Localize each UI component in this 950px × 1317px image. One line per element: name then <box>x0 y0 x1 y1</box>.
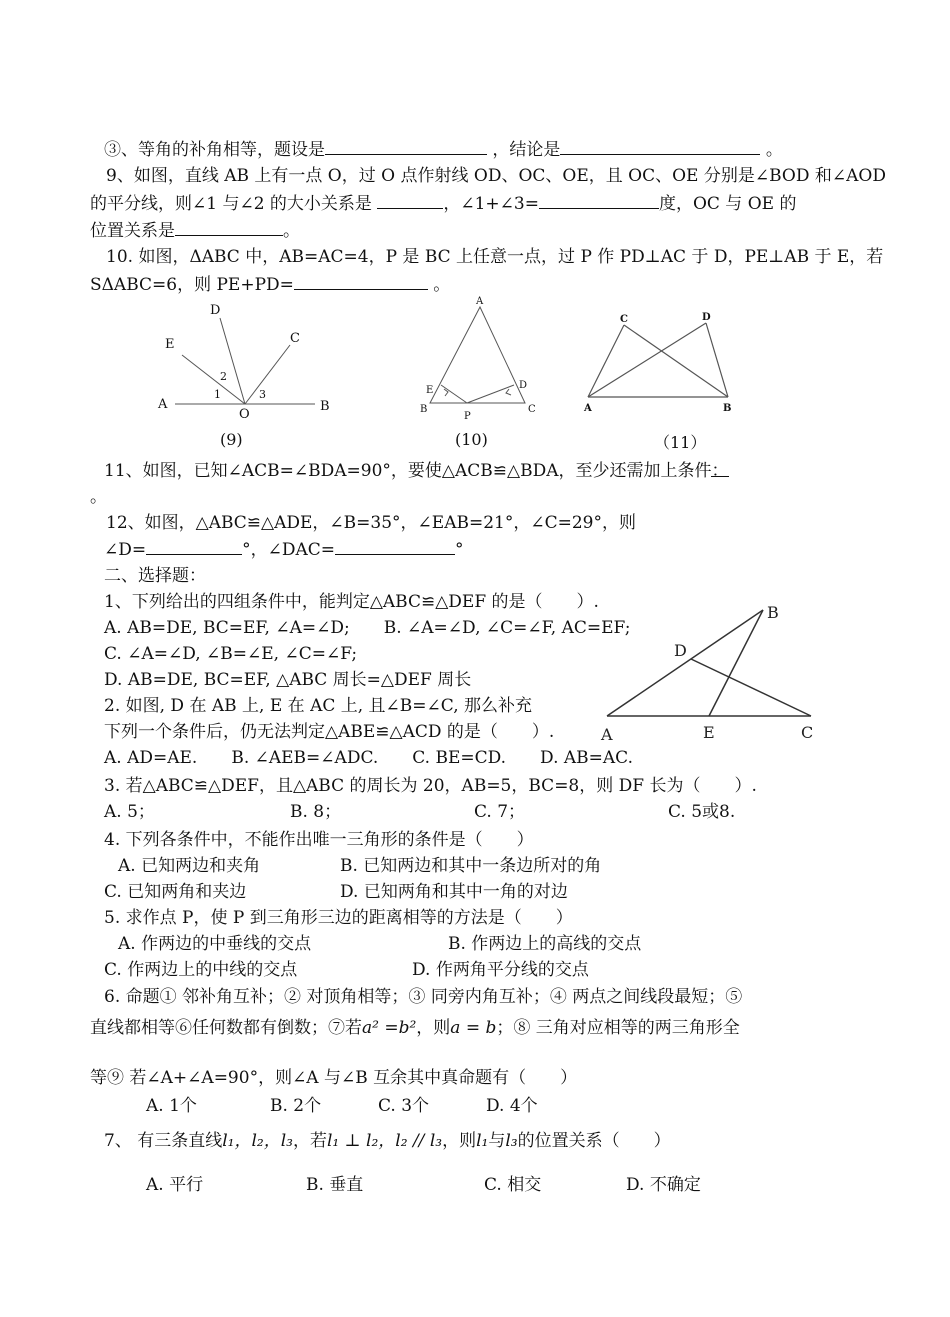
mc-q7-opts <box>146 1174 701 1196</box>
perp-parallel: l₁ ⊥ l₂，l₂ // l₃ <box>327 1131 443 1151</box>
label-A: A <box>584 403 592 414</box>
line-q12: 12、如图，△ABC≌△ADE，∠B=35°，∠EAB=21°，∠C=29°，则 <box>106 513 636 533</box>
section-title: 二、选择题： <box>104 566 206 586</box>
opt-b: B. 2个 <box>270 1096 322 1116</box>
text: 位置关系是 <box>90 221 175 241</box>
mc-q5-cd <box>104 959 589 981</box>
opt-d: C. 5或8. <box>668 802 736 822</box>
opt-d: D. 作两角平分线的交点 <box>412 960 589 980</box>
text: ，则 <box>442 1131 477 1151</box>
mc-q3: 3. 若△ABC≌△DEF，且△ABC 的周长为 20，AB=5，BC=8，则 DF 长为（ ）. <box>104 776 757 796</box>
opt-b: B. 垂直 <box>306 1175 364 1195</box>
opt-b: B. 8； <box>290 802 342 822</box>
text: 。 <box>765 140 783 160</box>
line-q9c <box>90 219 300 242</box>
mc-q4: 4. 下列各条件中，不能作出唯一三角形的条件是（ ） <box>104 830 534 850</box>
label-C: C <box>290 331 300 346</box>
line-q3 <box>104 138 783 161</box>
blank[interactable] <box>325 138 487 155</box>
mc-q1: 1、下列给出的四组条件中，能判定△ABC≌△DEF 的是（ ）. <box>104 592 599 612</box>
label-E: E <box>426 385 434 396</box>
mc-q3-opts <box>104 801 736 823</box>
figure-9 <box>150 300 340 420</box>
mc-q2: 2. 如图, D 在 AB 上, E 在 AC 上, 且∠B=∠C, 那么补充 <box>104 696 532 716</box>
blank[interactable] <box>711 460 729 481</box>
angle-3: 3 <box>259 388 266 401</box>
mc-q5-ab <box>118 933 642 955</box>
text: ③、等角的补角相等，题设是 <box>104 140 325 160</box>
line-q11b: 。 <box>90 487 107 507</box>
text: °，∠DAC= <box>242 540 336 560</box>
opt-c: C. 作两边上的中线的交点 <box>104 960 298 980</box>
text: ∠D= <box>104 540 147 560</box>
line-q9: 9、如图，直线 AB 上有一点 O，过 O 点作射线 OD、OC、OE，且 OC、OE 分别是∠BOD 和∠AOD <box>106 166 886 186</box>
mc-q1-opt-ab: A. AB=DE, BC=EF, ∠A=∠D; B. ∠A=∠D, ∠C=∠F, AC=EF; <box>104 618 631 638</box>
label-A: A <box>158 397 168 412</box>
opt-a: A. 已知两边和夹角 <box>118 856 261 876</box>
label-A: A <box>601 725 613 744</box>
opt-a: A. 平行 <box>146 1175 204 1195</box>
mc-q4-cd <box>104 881 568 903</box>
blank[interactable] <box>294 273 428 290</box>
text: 的位置关系（ ） <box>517 1131 671 1151</box>
mc-q7 <box>104 1130 671 1152</box>
opt-a: A. 5； <box>104 802 155 822</box>
angle-2: 2 <box>220 370 227 383</box>
text: 与 <box>488 1131 506 1151</box>
line-q12b <box>104 538 464 561</box>
text: ，∠1+∠3= <box>443 194 539 214</box>
label-O: O <box>239 407 250 420</box>
mc-q6c: 等⑨ 若∠A+∠A=90°，则∠A 与∠B 互余其中真命题有（ ） <box>90 1068 578 1088</box>
opt-d: D. 不确定 <box>626 1175 701 1195</box>
mc-q5: 5. 求作点 P，使 P 到三角形三边的距离相等的方法是（ ） <box>104 908 573 928</box>
label-B: B <box>767 603 779 622</box>
label-C: C <box>620 314 628 325</box>
label-E: E <box>703 723 715 742</box>
opt-d: D. 4个 <box>486 1096 538 1116</box>
l3: l₃ <box>505 1131 518 1151</box>
label-B: B <box>420 404 428 415</box>
line-q10b <box>90 273 450 296</box>
mc-q4-ab <box>118 855 602 877</box>
text: 的平分线，则∠1 与∠2 的大小关系是 <box>90 194 372 214</box>
opt-a: A. 作两边的中垂线的交点 <box>118 934 312 954</box>
blank[interactable] <box>377 192 443 209</box>
line-q10: 10. 如图，ΔABC 中，AB=AC=4，P 是 BC 上任意一点，过 P 作 PD⊥AC 于 D，PE⊥AB 于 E，若 <box>106 247 884 267</box>
eq-a2-b2: a² =b² <box>362 1018 417 1038</box>
eq-a-b: a = b <box>450 1018 497 1038</box>
blank[interactable] <box>335 538 455 555</box>
label-D: D <box>519 380 528 391</box>
blank[interactable] <box>146 538 242 555</box>
mc-q6: 6. 命题① 邻补角互补；② 对顶角相等；③ 同旁内角互补；④ 两点之间线段最短；⑤ <box>104 987 743 1007</box>
opt-c: C. 已知两角和夹边 <box>104 882 247 902</box>
label-B: B <box>723 403 732 414</box>
label-C: C <box>801 723 814 742</box>
colon: ： <box>711 461 729 481</box>
caption-11: （11） <box>654 433 707 452</box>
line-q11 <box>104 460 729 482</box>
caption-10: (10) <box>455 430 488 449</box>
text: ° <box>455 540 464 560</box>
text: 直线都相等⑥任何数都有倒数；⑦若 <box>90 1018 362 1038</box>
mc-q1-opt-c: C. ∠A=∠D, ∠B=∠E, ∠C=∠F; <box>104 644 358 664</box>
label-E: E <box>165 337 175 352</box>
line-q9b <box>90 192 796 215</box>
mc-q1-opt-d: D. AB=DE, BC=EF, △ABC 周长=△DEF 周长 <box>104 670 472 690</box>
caption-9: (9) <box>220 430 243 449</box>
blank[interactable] <box>539 192 659 209</box>
opt-b: B. 已知两边和其中一条边所对的角 <box>340 856 602 876</box>
label-D: D <box>210 303 221 318</box>
text: SΔABC=6，则 PE+PD= <box>90 275 294 295</box>
opt-d: D. 已知两角和其中一角的对边 <box>340 882 568 902</box>
text: ，结论是 <box>492 140 561 160</box>
opt-c: C. 7； <box>474 802 526 822</box>
opt-c: C. 3个 <box>378 1096 430 1116</box>
mc-q6-opts <box>146 1095 538 1117</box>
lines-l1-l2-l3: l₁，l₂，l₃ <box>222 1131 293 1151</box>
blank[interactable] <box>175 219 283 236</box>
label-D: D <box>702 312 711 323</box>
figure-q2 <box>595 598 825 748</box>
label-P: P <box>464 411 471 422</box>
mc-q2b: 下列一个条件后，仍无法判定△ABE≌△ACD 的是（ ）. <box>104 722 555 742</box>
text: ，若 <box>293 1131 327 1151</box>
mc-q6b <box>90 1017 740 1039</box>
mc-q2-opts: A. AD=AE. B. ∠AEB=∠ADC. C. BE=CD. D. AB=AC. <box>104 748 633 768</box>
opt-c: C. 相交 <box>484 1175 542 1195</box>
opt-b: B. 作两边上的高线的交点 <box>448 934 642 954</box>
text: ，则 <box>416 1018 451 1038</box>
text: 。 <box>433 275 451 295</box>
text: 度，OC 与 OE 的 <box>658 194 797 214</box>
text: 7、 有三条直线 <box>104 1131 223 1151</box>
opt-a: A. 1个 <box>146 1096 197 1116</box>
blank[interactable] <box>560 138 760 155</box>
label-A: A <box>476 296 484 307</box>
l1: l₁ <box>476 1131 489 1151</box>
label-D: D <box>674 641 687 660</box>
figure-10 <box>410 295 550 425</box>
figure-11 <box>580 305 740 415</box>
angle-1: 1 <box>214 388 221 401</box>
label-C: C <box>528 404 536 415</box>
label-B: B <box>320 399 330 414</box>
text: 。 <box>283 221 300 241</box>
text: ；⑧ 三角对应相等的两三角形全 <box>496 1018 740 1038</box>
text: 11、如图，已知∠ACB=∠BDA=90°，要使△ACB≌△BDA，至少还需加上条件 <box>104 461 712 481</box>
